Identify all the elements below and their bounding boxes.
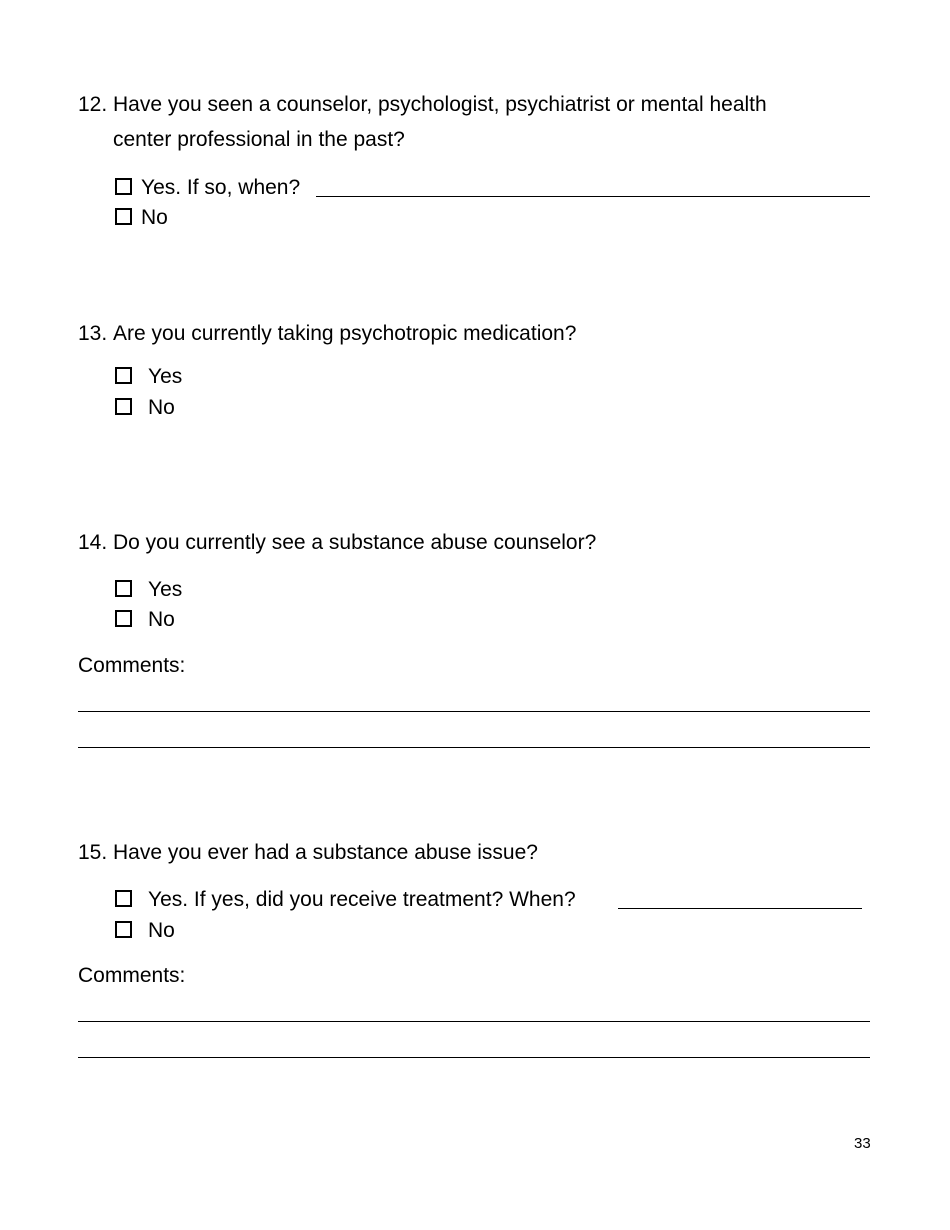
question-number: 12. <box>78 93 108 116</box>
question-number: 15. <box>78 841 108 864</box>
no-option-label: No <box>141 206 168 229</box>
no-option-label: No <box>148 919 175 942</box>
comments-line-1[interactable] <box>78 1021 870 1022</box>
yes-option-label: Yes. If yes, did you receive treatment? When? <box>148 888 576 911</box>
question-text: Are you currently taking psychotropic medication? <box>113 322 577 345</box>
yes-checkbox[interactable] <box>115 890 132 907</box>
yes-checkbox[interactable] <box>115 580 132 597</box>
yes-option-label: Yes. If so, when? <box>141 176 301 199</box>
no-option-label: No <box>148 396 175 419</box>
question-text-continued: center professional in the past? <box>113 128 405 151</box>
question-text: Have you ever had a substance abuse issue? <box>113 841 538 864</box>
comments-label: Comments: <box>78 964 186 987</box>
no-checkbox[interactable] <box>115 398 132 415</box>
when-answer-line[interactable] <box>618 908 862 909</box>
yes-option-label: Yes <box>148 578 183 601</box>
no-checkbox[interactable] <box>115 208 132 225</box>
comments-line-2[interactable] <box>78 747 870 748</box>
comments-label: Comments: <box>78 654 186 677</box>
no-checkbox[interactable] <box>115 921 132 938</box>
when-answer-line[interactable] <box>316 196 870 197</box>
no-option-label: No <box>148 608 175 631</box>
question-text: Have you seen a counselor, psychologist, psychiatrist or mental health <box>113 93 767 116</box>
question-number: 13. <box>78 322 108 345</box>
comments-line-1[interactable] <box>78 711 870 712</box>
question-text: Do you currently see a substance abuse counselor? <box>113 531 597 554</box>
question-number: 14. <box>78 531 108 554</box>
comments-line-2[interactable] <box>78 1057 870 1058</box>
no-checkbox[interactable] <box>115 610 132 627</box>
page-number: 33 <box>854 1135 871 1152</box>
yes-option-label: Yes <box>148 365 183 388</box>
yes-checkbox[interactable] <box>115 178 132 195</box>
yes-checkbox[interactable] <box>115 367 132 384</box>
